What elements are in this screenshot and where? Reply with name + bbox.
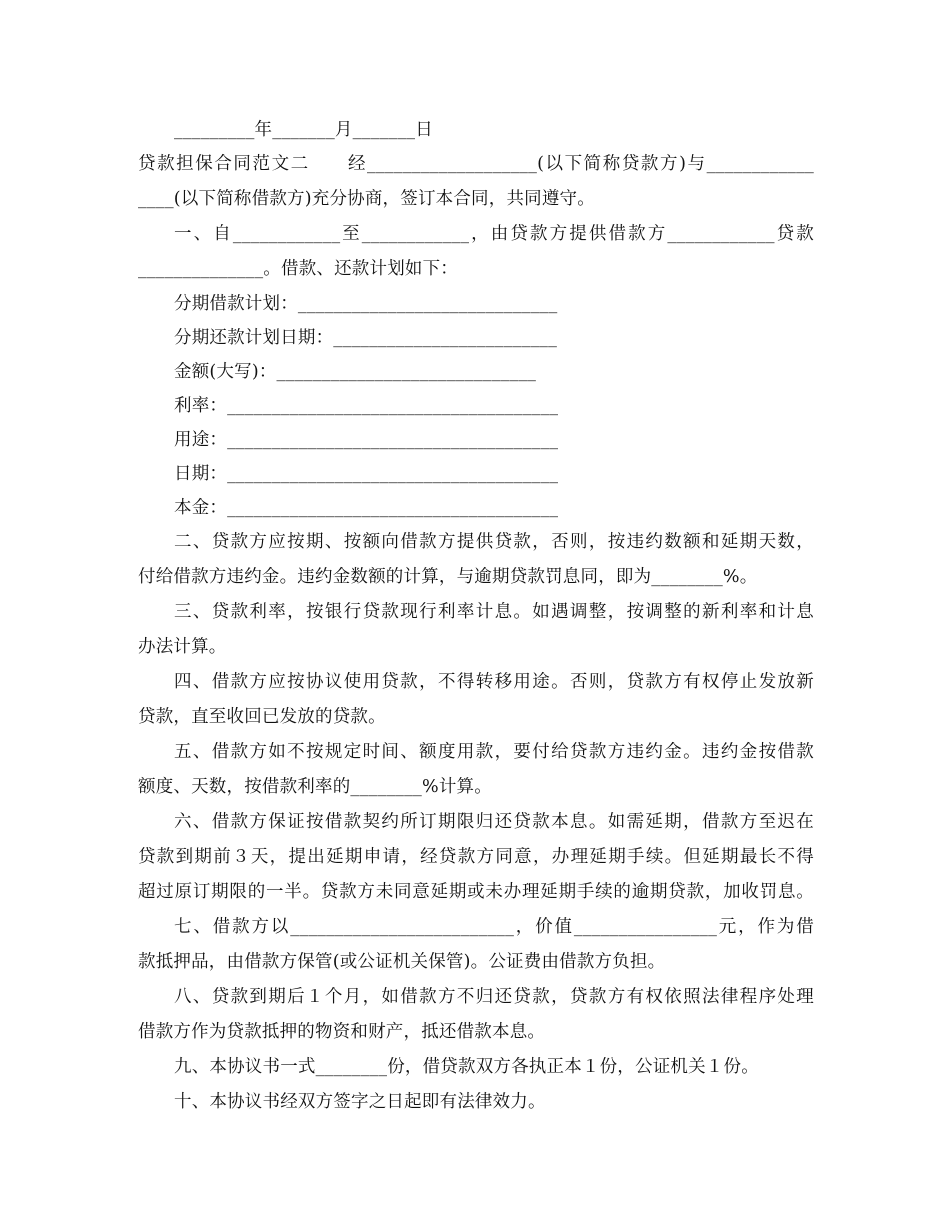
paragraph-line: 办法计算。 — [138, 637, 227, 657]
paragraph-line: 贷款担保合同范文二 经___________________(以下简称贷款方)与____________ — [138, 154, 814, 174]
paragraph-line: ______________。借款、还款计划如下： — [138, 259, 458, 279]
paragraph-line: 九、本协议书一式________份，借贷款双方各执正本１份，公证机关１份。 — [174, 1057, 759, 1077]
plan-field: 日期：_____________________________________ — [174, 464, 559, 484]
paragraph-line: 一、自____________至____________，由贷款方提供借款方____________贷款 — [174, 224, 814, 244]
paragraph-line: 三、贷款利率，按银行贷款现行利率计息。如遇调整，按调整的新利率和计息 — [174, 602, 814, 622]
paragraph-line: 八、贷款到期后１个月，如借款方不归还贷款，贷款方有权依照法律程序处理 — [174, 987, 814, 1007]
paragraph-line: 借款方作为贷款抵押的物资和财产，抵还借款本息。 — [138, 1022, 546, 1042]
paragraph-line: 超过原订期限的一半。贷款方未同意延期或未办理延期手续的逾期贷款，加收罚息。 — [138, 882, 814, 902]
date-line: _________年_______月_______日 — [174, 120, 433, 140]
plan-field: 本金：_____________________________________ — [174, 498, 559, 518]
paragraph-line: 贷款，直至收回已发放的贷款。 — [138, 707, 386, 727]
paragraph-line: 贷款到期前３天，提出延期申请，经贷款方同意，办理延期手续。但延期最长不得 — [138, 847, 814, 867]
paragraph-line: 四、借款方应按协议使用贷款，不得转移用途。否则，贷款方有权停止发放新 — [174, 672, 814, 692]
plan-field: 分期还款计划日期：_________________________ — [174, 328, 558, 348]
paragraph-line: 二、贷款方应按期、按额向借款方提供贷款，否则，按违约数额和延期天数， — [174, 532, 814, 552]
plan-field: 用途：_____________________________________ — [174, 430, 559, 450]
plan-field: 利率：_____________________________________ — [174, 396, 559, 416]
paragraph-line: 额度、天数，按借款利率的________%计算。 — [138, 777, 492, 797]
paragraph-line: ____(以下简称借款方)充分协商，签订本合同，共同遵守。 — [138, 189, 595, 209]
paragraph-line: 款抵押品，由借款方保管(或公证机关保管)。公证费由借款方负担。 — [138, 952, 666, 972]
paragraph-line: 五、借款方如不按规定时间、额度用款，要付给贷款方违约金。违约金按借款 — [174, 742, 814, 762]
paragraph-line: 十、本协议书经双方签字之日起即有法律效力。 — [174, 1092, 546, 1112]
plan-field: 分期借款计划：_____________________________ — [174, 294, 558, 314]
paragraph-line: 六、借款方保证按借款契约所订期限归还贷款本息。如需延期，借款方至迟在 — [174, 812, 814, 832]
paragraph-line: 付给借款方违约金。违约金数额的计算，与逾期贷款罚息同，即为________%。 — [138, 567, 758, 587]
plan-field: 金额(大写)：_____________________________ — [174, 362, 537, 382]
paragraph-line: 七、借款方以_________________________，价值________________元，作为借 — [174, 917, 814, 937]
